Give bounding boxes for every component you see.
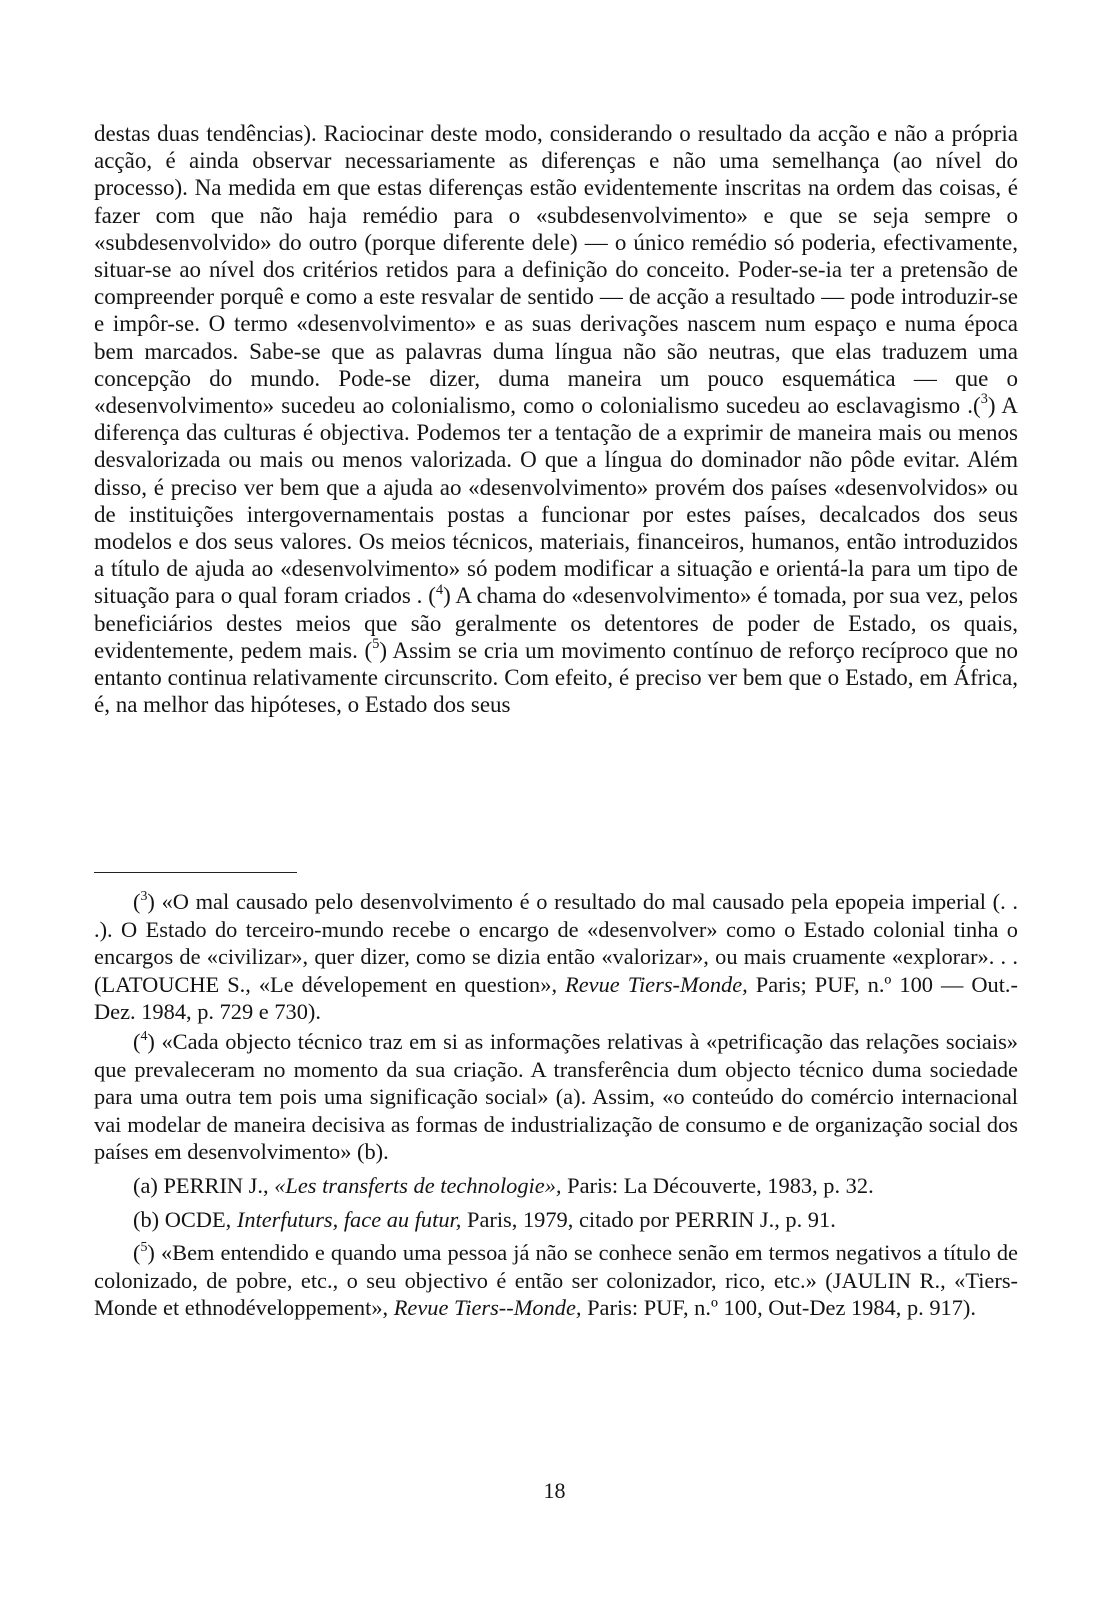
footnote-5-text-end: Paris: PUF, n.º 100, Out-Dez 1984, p. 917). (581, 1295, 976, 1321)
footnote-3-number: 3 (140, 888, 148, 904)
footnote-3 (94, 888, 1018, 1026)
page-number: 18 (543, 1478, 566, 1503)
footnote-3-text-end: Paris; PUF, n.º 100 — Out.-Dez. 1984, p. 729 e 730). (94, 971, 1018, 1025)
footnote-4b-text: (b) OCDE, (133, 1206, 237, 1232)
footnote-separator (94, 872, 297, 873)
footnote-5 (94, 1239, 1018, 1322)
footnote-ref-5: 5 (372, 636, 380, 653)
footnote-3-text: «O mal causado pelo desenvolvimento é o resultado do mal causado pela epopeia imperial (. . .). O Estado do terceiro-mundo recebe o encargo de «desenvolver» como o Estado colonial tinha o encargos de «civilizar», quer dizer, como se dizia então «valorizar», ou mais cruamente «explorar». . . (LATOUCHE S., «Le dévelopement en question», (94, 889, 1018, 997)
footnote-4b-title: Interfuturs, face au futur, (236, 1206, 462, 1232)
body-text-part-1: destas duas tendências). Raciocinar deste modo, considerando o resultado da acção e não a própria acção, é ainda observar necessariamente as diferenças e não uma semelhança (ao nível do processo). Na medida em que estas diferenças estão evidentemente inscritas na ordem das coisas, é fazer com que não haja remédio para o «subdesenvolvimento» e que se seja sempre o «subdesenvolvido» do outro (porque diferente dele) — o único remédio só poderia, efectivamente, situar-se ao nível dos critérios retidos para a definição do conceito. Poder-se-ia ter a pretensão de compreender porquê e como a este resvalar de sentido — de acção a resultado — pode introduzir-se e impôr-se. O termo «desenvolvimento» e as suas derivações nascem num espaço e numa época bem marcados. Sabe-se que as palavras duma língua não são neutras, que elas traduzem uma concepção do mundo. Pode-se dizer, duma maneira um pouco esquemática — que o «desenvolvimento» sucedeu ao colonialismo, como o colonialismo sucedeu ao esclavagismo .( (94, 121, 1018, 419)
footnote-3-close: ) (147, 889, 155, 914)
footnote-4a-text-end: Paris: La Découverte, 1983, p. 32. (561, 1172, 874, 1198)
footnote-4-open: ( (133, 1028, 141, 1054)
footnote-4a-title: «Les transferts de technologie», (274, 1172, 562, 1198)
footnote-4-number: 4 (140, 1028, 148, 1044)
footnote-ref-4: 4 (435, 581, 444, 598)
footnote-5-open: ( (133, 1240, 141, 1266)
footnote-4-text: «Cada objecto técnico traz em si as informações relativas à «petrificação das relações sociais» que prevaleceram no momento da sua criação. A transferência dum objecto técnico duma sociedade para uma outra tem pois uma significação social» (a). Assim, «o conteúdo do comércio internacional vai modelar de maneira decisiva as formas de industrialização de consumo e de organização social dos países em desenvolvimento» (b). (94, 1028, 1018, 1165)
footnote-4a-text: (a) PERRIN J., (133, 1172, 275, 1198)
footnote-5-text: «Bem entendido e quando uma pessoa já não se conhece senão em termos negativos a título de colonizado, de pobre, etc., o seu objectivo é então ser colonizador, rico, etc.» (JAULIN R., «Tiers-Monde et ethnodéveloppement», (94, 1240, 1018, 1321)
footnote-4a (94, 1172, 1018, 1200)
footnote-4-close: ) (147, 1028, 155, 1054)
footnote-5-number: 5 (140, 1239, 148, 1255)
footnote-3-title: Revue Tiers-Monde, (565, 971, 748, 997)
body-text-part-3: ) A chama do «desenvolvimento» é tomada, por sua vez, pelos beneficiários destes meios que são geralmente os detentores de poder de Estado, os quais, evidentemente, pedem mais. ( (94, 583, 1019, 663)
body-text-part-4: ) Assim se cria um movimento contínuo de reforço recíproco que no entanto continua relativamente circunscrito. Com efeito, é preciso ver bem que o Estado, em África, é, na melhor das hipóteses, o Estado dos seus (94, 637, 1018, 718)
body-text (94, 120, 1018, 718)
body-paragraph (94, 120, 1018, 718)
footnote-4b (94, 1206, 1018, 1234)
footnote-3-open: ( (133, 889, 141, 914)
footnote-5-title: Revue Tiers--Monde, (393, 1295, 582, 1321)
body-text-part-2: ) A diferença das culturas é objectiva. Podemos ter a tentação de a exprimir de maneira mais ou menos desvalorizada ou mais ou menos valorizada. O que a língua do dominador não pôde evitar. Além disso, é preciso ver bem que a ajuda ao «desenvolvimento» provém dos países «desenvolvidos» ou de instituições intergovernamentais postas a funcionar por estes países, decalcados dos seus modelos e dos seus valores. Os meios técnicos, materiais, financeiros, humanos, então introduzidos a título de ajuda ao «desenvolvimento» só podem modificar a situação e orientá-la para um tipo de situação para o qual foram criados . ( (94, 393, 1018, 609)
footnote-4 (94, 1028, 1018, 1166)
footnote-4b-text-end: Paris, 1979, citado por PERRIN J., p. 91. (461, 1206, 836, 1232)
footnotes (94, 888, 1018, 1322)
footnote-5-close: ) (147, 1240, 155, 1266)
footnote-ref-3: 3 (980, 391, 988, 408)
